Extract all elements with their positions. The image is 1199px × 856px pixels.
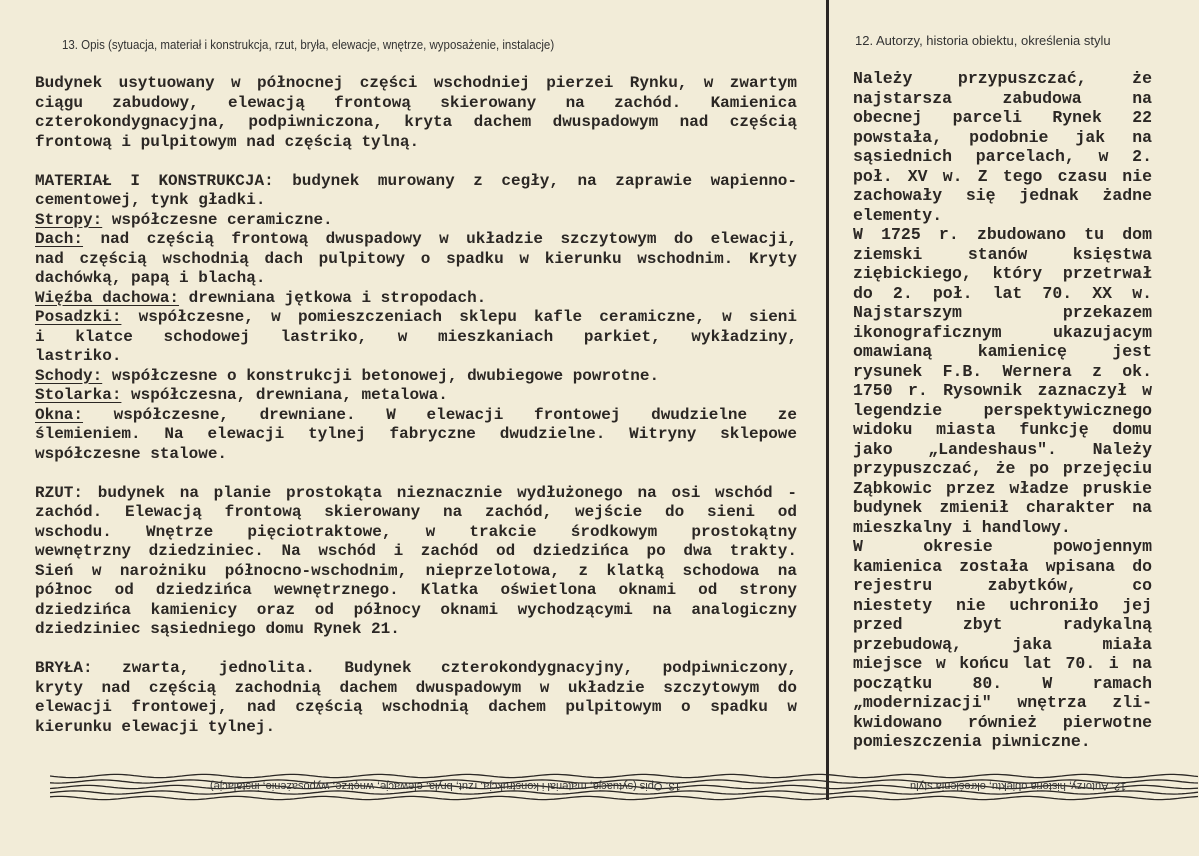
section-label: Dach: bbox=[35, 230, 84, 248]
text-line bbox=[35, 211, 797, 231]
text-line: ikonograficznym ukazujacym bbox=[853, 322, 1152, 342]
text-line: dziedziniec sąsiedniego domu Rynek 21. bbox=[35, 620, 400, 638]
text-line: Najstarszym przekazem bbox=[853, 303, 1152, 322]
text-line: budynek zmienił charakter na bbox=[853, 498, 1152, 517]
text-line: ziębickiego, który przetrwał bbox=[853, 264, 1152, 283]
text-line: W 1725 r. zbudowano tu dom bbox=[853, 225, 1152, 244]
band-mirrored-header-12: 12. Autorzy, historia obiektu, określenia stylu bbox=[910, 780, 1127, 792]
text-line bbox=[35, 289, 797, 309]
line-text: współczesne ceramiczne. bbox=[102, 210, 333, 229]
text-line: Sień w narożniku północno-wschodnim, nieprzelotowa, z klatką schodowa na bbox=[35, 561, 797, 580]
text-line: lastriko. bbox=[35, 347, 122, 365]
text-line: współczesne stalowe. bbox=[35, 444, 228, 463]
section-label: Posadzki: bbox=[35, 308, 122, 326]
text-line: pomieszczenia piwniczne. bbox=[853, 732, 1091, 751]
text-line: przebudową, jaka miała bbox=[853, 634, 1152, 654]
text-line: niestety nie uchroniło jej bbox=[853, 595, 1152, 615]
text-line: ciągu zabudowy, elewacją frontową skierowany na zachód. Kamienica bbox=[35, 93, 797, 112]
text-line: frontową i pulpitowym nad częścią tylną. bbox=[35, 132, 420, 151]
text-line: obecnej parceli Rynek 22 bbox=[853, 108, 1152, 127]
wave-line bbox=[50, 796, 1198, 799]
text-line: ślemieniem. Na elewacji tylnej fabryczne dwudzielne. Witryny sklepowe bbox=[35, 425, 797, 443]
text-line: nad częścią wschodnią dach pulpitowy o spadku w kierunku wschodnim. Kryty bbox=[35, 249, 797, 268]
paragraph-gap bbox=[35, 464, 797, 484]
text-line: ziemski stanów księstwa bbox=[853, 244, 1152, 264]
paragraph-gap bbox=[35, 640, 797, 660]
section-label: Okna: bbox=[35, 405, 84, 424]
text-line: widoku miasta funkcję domu bbox=[853, 420, 1152, 439]
text-line bbox=[35, 230, 797, 250]
text-line: Budynek usytuowany w północnej części wschodniej pierzei Rynku, w zwartym bbox=[35, 74, 797, 92]
text-line: poł. XV w. Z tego czasu nie bbox=[853, 166, 1152, 186]
text-line: 1750 r. Rysownik zaznaczył w bbox=[853, 381, 1152, 400]
text-line: legendzie perspektywicznego bbox=[853, 400, 1152, 420]
text-line: przypuszczać, że po przejęciu bbox=[853, 459, 1152, 478]
text-line: kwidowano również pierwotne bbox=[853, 712, 1152, 732]
text-line: jako „Landeshaus". Należy bbox=[853, 439, 1152, 459]
section-label: Stolarka: bbox=[35, 386, 122, 404]
text-line: wewnętrzny dziedziniec. Na wschód i zachód od dziedzińca po dwa trakty. bbox=[35, 542, 797, 560]
text-line: MATERIAŁ I KONSTRUKCJA: budynek murowany z cegły, na zaprawie wapienno- bbox=[35, 171, 797, 190]
text-line bbox=[35, 367, 797, 387]
text-line: północ od dziedzińca wewnętrznego. Klatka oświetlona oknami od strony bbox=[35, 581, 797, 599]
text-line: RZUT: budynek na planie prostokąta nieznacznie wydłużonego na osi wschód - bbox=[35, 483, 797, 502]
text-line: czterokondygnacyjna, podpiwniczona, kryta dachem dwuspadowym nad częścią bbox=[35, 113, 797, 131]
column-divider bbox=[826, 0, 829, 800]
text-line: zachowały się jednak żadne bbox=[853, 186, 1152, 205]
text-line: sąsiednich parcelach, w 2. bbox=[853, 147, 1152, 166]
text-line: dziedzińca kamienicy oraz od północy oknami wychodzącymi na analogiczny bbox=[35, 600, 797, 619]
line-text: współczesna, drewniana, metalowa. bbox=[121, 386, 448, 404]
text-line: przed zbyt radykalną bbox=[853, 615, 1152, 634]
line-text: współczesne o konstrukcji betonowej, dwubiegowe powrotne. bbox=[102, 366, 660, 385]
paragraph-gap bbox=[35, 152, 797, 172]
line-text: współczesne, w pomieszczeniach sklepu kafle ceramiczne, w sieni bbox=[121, 308, 797, 326]
text-line: powstała, podobnie jak na bbox=[853, 127, 1152, 147]
section-13-header: 13. Opis (sytuacja, materiał i konstrukcja, rzut, bryła, elewacje, wnętrze, wyposażenie, instalacje) bbox=[62, 38, 555, 52]
text-line: BRYŁA: zwarta, jednolita. Budynek czterokondygnacyjny, podpiwniczony, bbox=[35, 659, 797, 677]
text-line bbox=[35, 308, 797, 328]
text-line: kamienica została wpisana do bbox=[853, 556, 1152, 576]
text-line: elewacji frontowej, nad częścią wschodnią dachem pulpitowym o spadku w bbox=[35, 698, 797, 716]
history-column bbox=[853, 69, 1152, 752]
text-line: Ząbkowic przez władze pruskie bbox=[853, 478, 1152, 498]
text-line: dachówką, papą i blachą. bbox=[35, 269, 266, 287]
text-line: wschodu. Wnętrze pięciotraktowe, w trakcie środkowym prostokątny bbox=[35, 522, 797, 541]
text-line: najstarsza zabudowa na bbox=[853, 88, 1152, 108]
text-line: cementowej, tynk gładki. bbox=[35, 191, 266, 209]
text-line: W okresie powojennym bbox=[853, 537, 1152, 556]
text-line: zachód. Elewacją frontową skierowany na zachód, wejście do sieni od bbox=[35, 503, 797, 521]
line-text: nad częścią frontową dwuspadowy w układzie szczytowym do elewacji, bbox=[83, 230, 797, 248]
line-text: współczesne, drewniane. W elewacji frontowej dwudzielne ze bbox=[83, 405, 797, 424]
text-line: i klatce schodowej lastriko, w mieszkaniach parkiet, wykładziny, bbox=[35, 327, 797, 346]
description-column bbox=[35, 74, 797, 737]
text-line: „modernizacji" wnętrza zli- bbox=[853, 693, 1152, 712]
text-line: Należy przypuszczać, że bbox=[853, 69, 1152, 88]
text-line: rejestru zabytków, co bbox=[853, 576, 1152, 595]
text-line: początku 80. W ramach bbox=[853, 673, 1152, 693]
section-12-header: 12. Autorzy, historia obiektu, określenia stylu bbox=[855, 33, 1111, 48]
text-line bbox=[35, 406, 797, 426]
section-label: Więźba dachowa: bbox=[35, 288, 180, 307]
text-line: kryty nad częścią zachodnią dachem dwuspadowym w układzie szczytowym do bbox=[35, 678, 797, 697]
text-line: do 2. poł. lat 70. XX w. bbox=[853, 283, 1152, 303]
text-line: rysunek F.B. Wernera z ok. bbox=[853, 361, 1152, 381]
decorative-wave-band bbox=[50, 772, 1199, 804]
text-line: miejsce w końcu lat 70. i na bbox=[853, 654, 1152, 673]
section-label: Stropy: bbox=[35, 210, 103, 229]
wave-line bbox=[50, 774, 1198, 777]
text-line: elementy. bbox=[853, 205, 943, 225]
text-line: omawianą kamienicę jest bbox=[853, 342, 1152, 361]
band-mirrored-header-13: 13. Opis (sytuacja, materiał i konstrukcja, rzut, bryła, elewacje, wnętrze, wyposażenie, instalacje) bbox=[210, 780, 681, 792]
text-line: kierunku elewacji tylnej. bbox=[35, 717, 276, 736]
text-line bbox=[35, 386, 797, 406]
line-text: drewniana jętkowa i stropodach. bbox=[179, 288, 487, 307]
section-label: Schody: bbox=[35, 366, 103, 385]
text-line: mieszkalny i handlowy. bbox=[853, 517, 1071, 537]
